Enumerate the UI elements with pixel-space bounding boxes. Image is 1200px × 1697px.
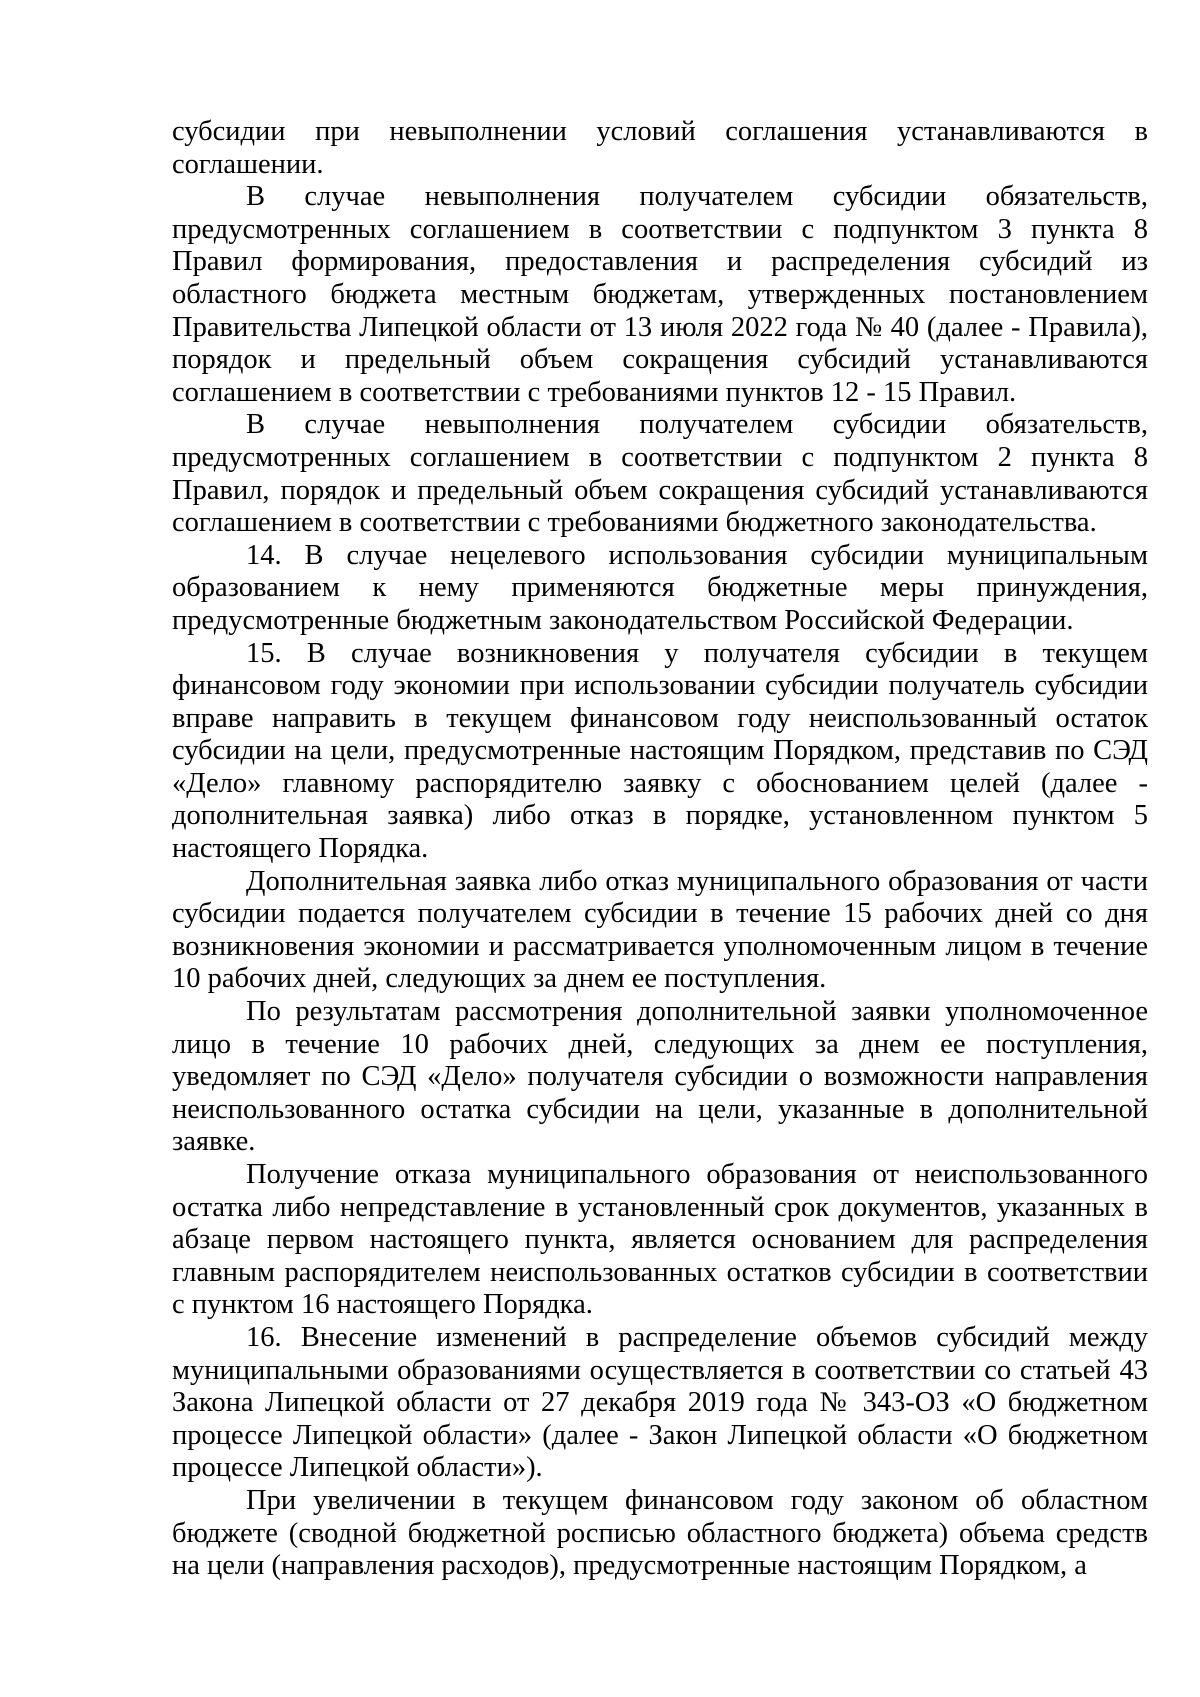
paragraph-item-16: 16. Внесение изменений в распределение объемов субсидий между муниципальными образованиями осуществляется в соответствии со статьей 43 Закона Липецкой области от 27 декабря 2019 года № 343-ОЗ «О бюджетном процессе Липецкой области» (далее - Закон Липецкой области «О бюджетном процессе Липецкой области»).	[172, 1321, 1148, 1484]
paragraph: По результатам рассмотрения дополнительной заявки уполномоченное лицо в течение 10 рабочих дней, следующих за днем ее поступления, уведомляет по СЭД «Дело» получателя субсидии о возможности направления неиспользованного остатка субсидии на цели, указанные в дополнительной заявке.	[172, 996, 1148, 1158]
paragraph: Дополнительная заявка либо отказ муниципального образования от части субсидии подается получателем субсидии в течение 15 рабочих дней со дня возникновения экономии и рассматривается уполномоченным лицом в течение 10 рабочих дней, следующих за днем ее поступления.	[172, 865, 1148, 995]
paragraph-item-14: 14. В случае нецелевого использования субсидии муниципальным образованием к нему применяются бюджетные меры принуждения, предусмотренные бюджетным законодательством Российской Федерации.	[172, 539, 1148, 636]
paragraph-last: При увеличении в текущем финансовом году законом об областном бюджете (сводной бюджетной росписью областного бюджета) объема средств на цели (направления расходов), предусмотренные настоящим Порядком, а	[172, 1484, 1148, 1582]
paragraph: В случае невыполнения получателем субсидии обязательств, предусмотренных соглашением в соответствии с подпунктом 3 пункта 8 Правил формирования, предоставления и распределения субсидий из областного бюджета местным бюджетам, утвержденных постановлением Правительства Липецкой области от 13 июля 2022 года № 40 (далее - Правила), порядок и предельный объем сокращения субсидий устанавливаются соглашением в соответствии с требованиями пунктов 12 - 15 Правил.	[172, 181, 1148, 408]
document-page	[172, 116, 1148, 1583]
paragraph-item-15: 15. В случае возникновения у получателя субсидии в текущем финансовом году экономии при использовании субсидии получатель субсидии вправе направить в текущем финансовом году неиспользованный остаток субсидии на цели, предусмотренные настоящим Порядком, представив по СЭД «Дело» главному распорядителю заявку с обоснованием целей (далее - дополнительная заявка) либо отказ в порядке, установленном пунктом 5 настоящего Порядка.	[172, 637, 1148, 865]
paragraph: Получение отказа муниципального образования от неиспользованного остатка либо непредставление в установленный срок документов, указанных в абзаце первом настоящего пункта, является основанием для распределения главным распорядителем неиспользованных остатков субсидии в соответствии с пунктом 16 настоящего Порядка.	[172, 1159, 1148, 1321]
paragraph: В случае невыполнения получателем субсидии обязательств, предусмотренных соглашением в соответствии с подпунктом 2 пункта 8 Правил, порядок и предельный объем сокращения субсидий устанавливаются соглашением в соответствии с требованиями бюджетного законодательства.	[172, 409, 1148, 539]
paragraph-continuation: субсидии при невыполнении условий соглашения устанавливаются в соглашении.	[172, 116, 1148, 180]
